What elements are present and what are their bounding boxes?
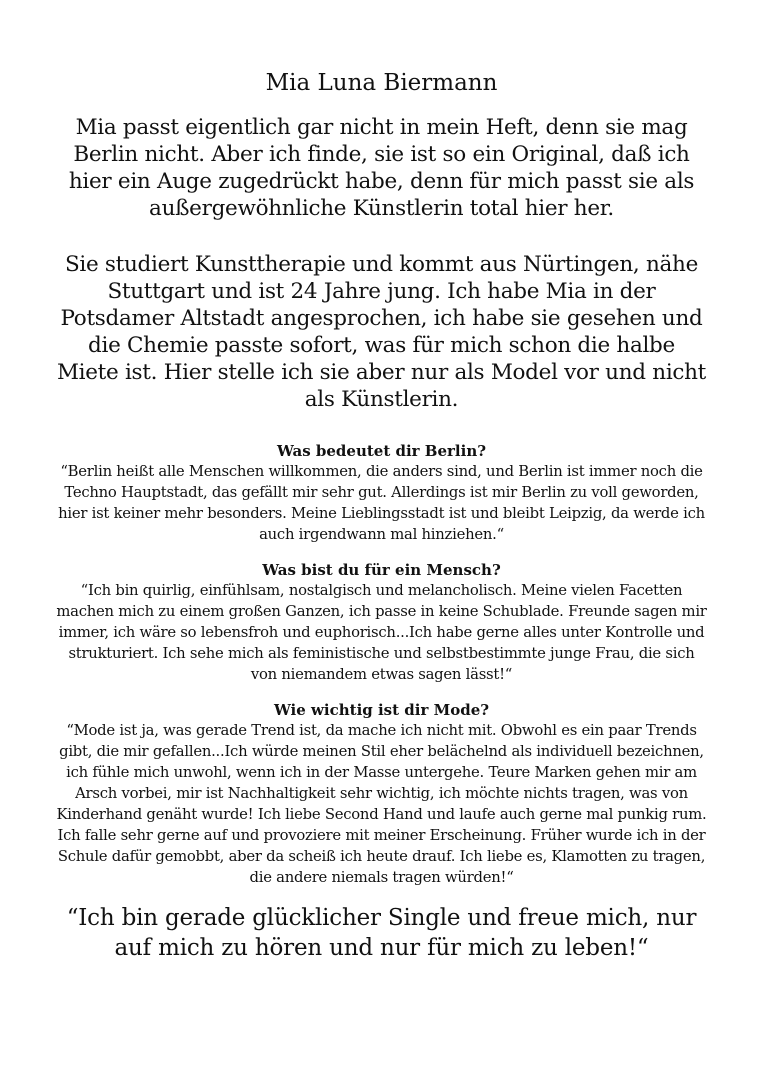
interview-answer: “Berlin heißt alle Menschen willkommen, die anders sind, und Berlin ist immer noch die Techno Hauptstadt, das gefällt mir sehr gut. Allerdings ist mir Berlin zu voll geworden, hier ist keiner mehr besonders. Meine Lieblingsstadt ist und bleibt Leipzig, da werde ich auch irgendwann mal hinziehen.“ xyxy=(58,463,705,543)
intro-paragraph: Mia passt eigentlich gar nicht in mein Heft, denn sie mag Berlin nicht. Aber ich finde, sie ist so ein Original, daß ich hier ein Auge zugedrückt habe, denn für mich passt sie als außergewöhnliche Künstlerin total hier her. xyxy=(68,115,695,221)
page-title: Mia Luna Biermann xyxy=(265,70,498,96)
intro-paragraph: Sie studiert Kunsttherapie und kommt aus Nürtingen, nähe Stuttgart und ist 24 Jahre jung. Ich habe Mia in der Potsdamer Altstadt angesprochen, ich habe sie gesehen und die Chemie passte sofort, was für mich schon die halbe Miete ist. Hier stelle ich sie aber nur als Model vor und nicht als Künstlerin. xyxy=(56,252,707,412)
interview-section xyxy=(56,441,707,888)
interview-answer: “Mode ist ja, was gerade Trend ist, da mache ich nicht mit. Obwohl es ein paar Trends gibt, die mir gefallen...Ich würde meinen Stil eher belächelnd als individuell bezeichnen, ich fühle mich unwohl, wenn ich in der Masse untergehe. Teure Marken gehen mir am Arsch vorbei, mir ist Nachhaltigkeit sehr wichtig, ich möchte nichts tragen, was von Kinderhand genäht wurde! Ich liebe Second Hand und laufe auch gerne mal punkig rum. Ich falle sehr gerne auf und provoziere mit meiner Erscheinung. Früher wurde ich in der Schule dafür gemobbt, aber da scheiß ich heute drauf. Ich liebe es, Klamotten zu tragen, die andere niemals tragen würden!“ xyxy=(56,722,707,886)
pull-quote: “Ich bin gerade glücklicher Single und freue mich, nur auf mich zu hören und nur für mich zu leben!“ xyxy=(66,905,697,961)
interview-question: Was bist du für ein Mensch? xyxy=(262,561,501,579)
interview-question: Wie wichtig ist dir Mode? xyxy=(273,701,490,719)
interview-answer: “Ich bin quirlig, einfühlsam, nostalgisch und melancholisch. Meine vielen Facetten machen mich zu einem großen Ganzen, ich passe in keine Schublade. Freunde sagen mir immer, ich wäre so lebensfroh und euphorisch...Ich habe gerne alles unter Kontrolle und strukturiert. Ich sehe mich als feministische und selbstbestimmte junge Frau, die sich von niemandem etwas sagen lässt!“ xyxy=(56,582,707,683)
interview-question: Was bedeutet dir Berlin? xyxy=(276,442,487,460)
